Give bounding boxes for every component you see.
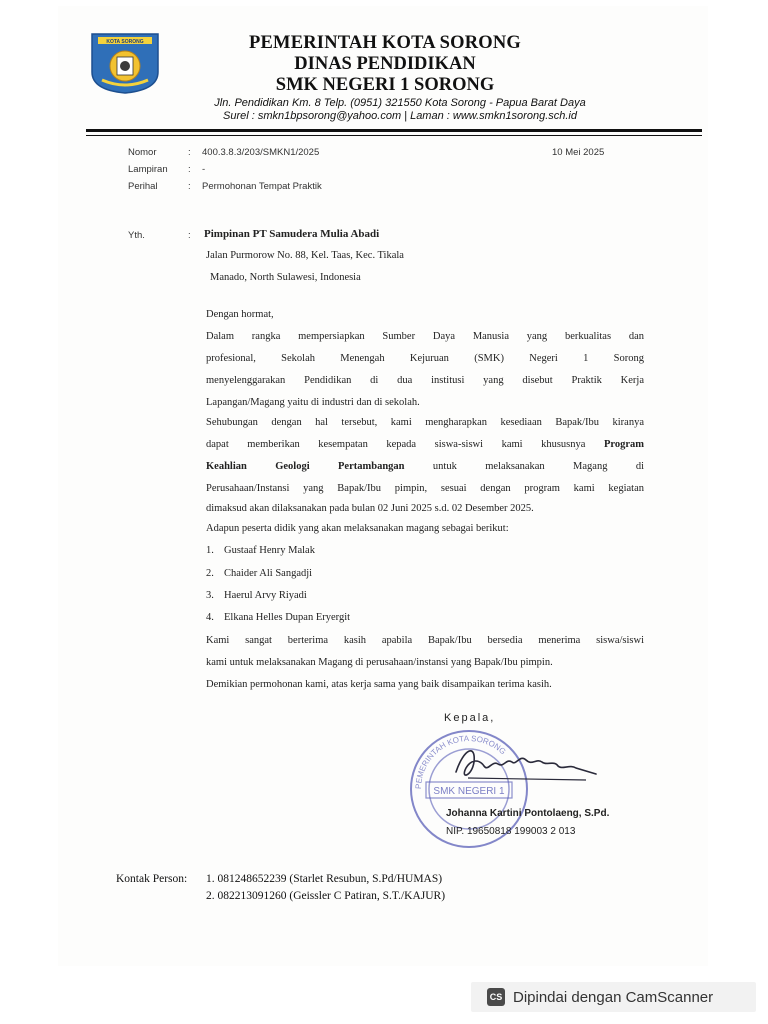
colon: : xyxy=(188,164,191,175)
paragraph1-line2: profesional, Sekolah Menengah Kejuruan (SMK) Negeri 1 Sorong xyxy=(206,353,644,364)
paragraph2-line2-text: dapat memberikan kesempatan kepada siswa-siswi kami khususnya xyxy=(206,439,586,450)
list-number: 4. xyxy=(206,612,214,623)
letterhead-rule-thick xyxy=(86,129,702,132)
paragraph1-line4: Lapangan/Magang yaitu di industri dan di sekolah. xyxy=(206,397,420,408)
paragraph2-line1: Sehubungan dengan hal tersebut, kami mengharapkan kesediaan Bapak/Ibu kiranya xyxy=(206,417,644,428)
paragraph1-line3: menyelenggarakan Pendidikan di dua institusi yang disebut Praktik Kerja xyxy=(206,375,644,386)
student-list-item xyxy=(206,545,315,556)
camscanner-watermark xyxy=(471,982,756,1012)
greeting: Dengan hormat, xyxy=(206,309,274,320)
recipient-name: Pimpinan PT Samudera Mulia Abadi xyxy=(204,228,380,240)
letterhead-rule-thin xyxy=(86,135,702,136)
paragraph4-line2: kami untuk melaksanakan Magang di perusahaan/instansi yang Bapak/Ibu pimpin. xyxy=(206,657,553,668)
meta-lampiran xyxy=(128,164,205,175)
student-name: Gustaaf Henry Malak xyxy=(224,545,315,556)
paragraph2-line3-text: untuk melaksanakan Magang di xyxy=(432,461,645,472)
signatory-title: Kepala, xyxy=(444,712,496,724)
contact-person-label: Kontak Person: xyxy=(116,873,188,885)
lampiran-label: Lampiran xyxy=(128,164,168,175)
paragraph2-line2 xyxy=(206,438,644,452)
letterhead-government: PEMERINTAH KOTA SORONG xyxy=(249,33,521,53)
logo-text: KOTA SORONG xyxy=(106,39,144,45)
meta-nomor xyxy=(128,147,319,158)
letterhead-address: Jln. Pendidikan Km. 8 Telp. (0951) 321550 Kota Sorong - Papua Barat Daya xyxy=(214,97,586,109)
program-name: Keahlian Geologi Pertambangan xyxy=(206,461,405,472)
letterhead-school: SMK NEGERI 1 SORONG xyxy=(275,75,495,95)
camscanner-icon: CS xyxy=(487,988,505,1006)
letterhead-contact: Surel : smkn1bpsorong@yahoo.com | Laman : www.smkn1sorong.sch.id xyxy=(223,110,577,122)
list-number: 3. xyxy=(206,590,214,601)
stamp-ring-text: PEMERINTAH KOTA SORONG xyxy=(413,733,508,790)
letter-date: 10 Mei 2025 xyxy=(552,147,605,158)
student-list-item xyxy=(206,590,307,601)
recipient-label: Yth. xyxy=(128,230,145,241)
paragraph4-line1: Kami sangat berterima kasih apabila Bapak/Ibu bersedia menerima siswa/siswi xyxy=(206,635,644,646)
nomor-value: 400.3.8.3/203/SMKN1/2025 xyxy=(202,147,320,158)
handwritten-signature xyxy=(446,740,606,790)
recipient-address-line2: Manado, North Sulawesi, Indonesia xyxy=(210,272,361,283)
paragraph2-line3 xyxy=(206,460,644,474)
camscanner-text: Dipindai dengan CamScanner xyxy=(513,988,714,1006)
paragraph1-line1: Dalam rangka mempersiapkan Sumber Daya Manusia yang berkualitas dan xyxy=(206,331,644,342)
list-number: 1. xyxy=(206,545,214,556)
contact-person-2: 2. 082213091260 (Geissler C Patiran, S.T./KAJUR) xyxy=(206,890,446,902)
student-list-item xyxy=(206,612,350,623)
perihal-label: Perihal xyxy=(128,181,158,192)
letterhead-department: DINAS PENDIDIKAN xyxy=(294,54,476,74)
meta-perihal xyxy=(128,181,322,192)
closing-paragraph: Demikian permohonan kami, atas kerja sama yang baik disampaikan terima kasih. xyxy=(206,679,552,690)
perihal-value: Permohonan Tempat Praktik xyxy=(202,181,322,192)
colon: : xyxy=(188,181,191,192)
student-name: Elkana Helles Dupan Eryergit xyxy=(224,612,351,623)
student-list-item xyxy=(206,568,312,579)
student-name: Haerul Arvy Riyadi xyxy=(224,590,307,601)
city-logo-emblem xyxy=(88,32,162,94)
colon: : xyxy=(188,147,191,158)
recipient-colon: : xyxy=(188,230,191,241)
paragraph3: Adapun peserta didik yang akan melaksanakan magang sebagai berikut: xyxy=(206,523,509,534)
paragraph2-line4: Perusahaan/Instansi yang Bapak/Ibu pimpin, sesuai dengan program kami kegiatan xyxy=(206,483,644,494)
nomor-label: Nomor xyxy=(128,147,157,158)
contact-person-1: 1. 081248652239 (Starlet Resubun, S.Pd/HUMAS) xyxy=(206,873,443,885)
recipient-address-line1: Jalan Purmorow No. 88, Kel. Taas, Kec. Tikala xyxy=(206,250,404,261)
program-label: Program xyxy=(603,439,644,450)
list-number: 2. xyxy=(206,568,214,579)
stamp-text: SMK NEGERI 1 xyxy=(433,786,505,797)
signatory-name: Johanna Kartini Pontolaeng, S.Pd. xyxy=(446,808,610,819)
lampiran-value: - xyxy=(202,164,206,175)
paragraph2-line5: dimaksud akan dilaksanakan pada bulan 02 Juni 2025 s.d. 02 Desember 2025. xyxy=(206,503,534,514)
student-name: Chaider Ali Sangadji xyxy=(224,568,313,579)
signatory-nip: NIP. 19650818 199003 2 013 xyxy=(446,826,576,837)
